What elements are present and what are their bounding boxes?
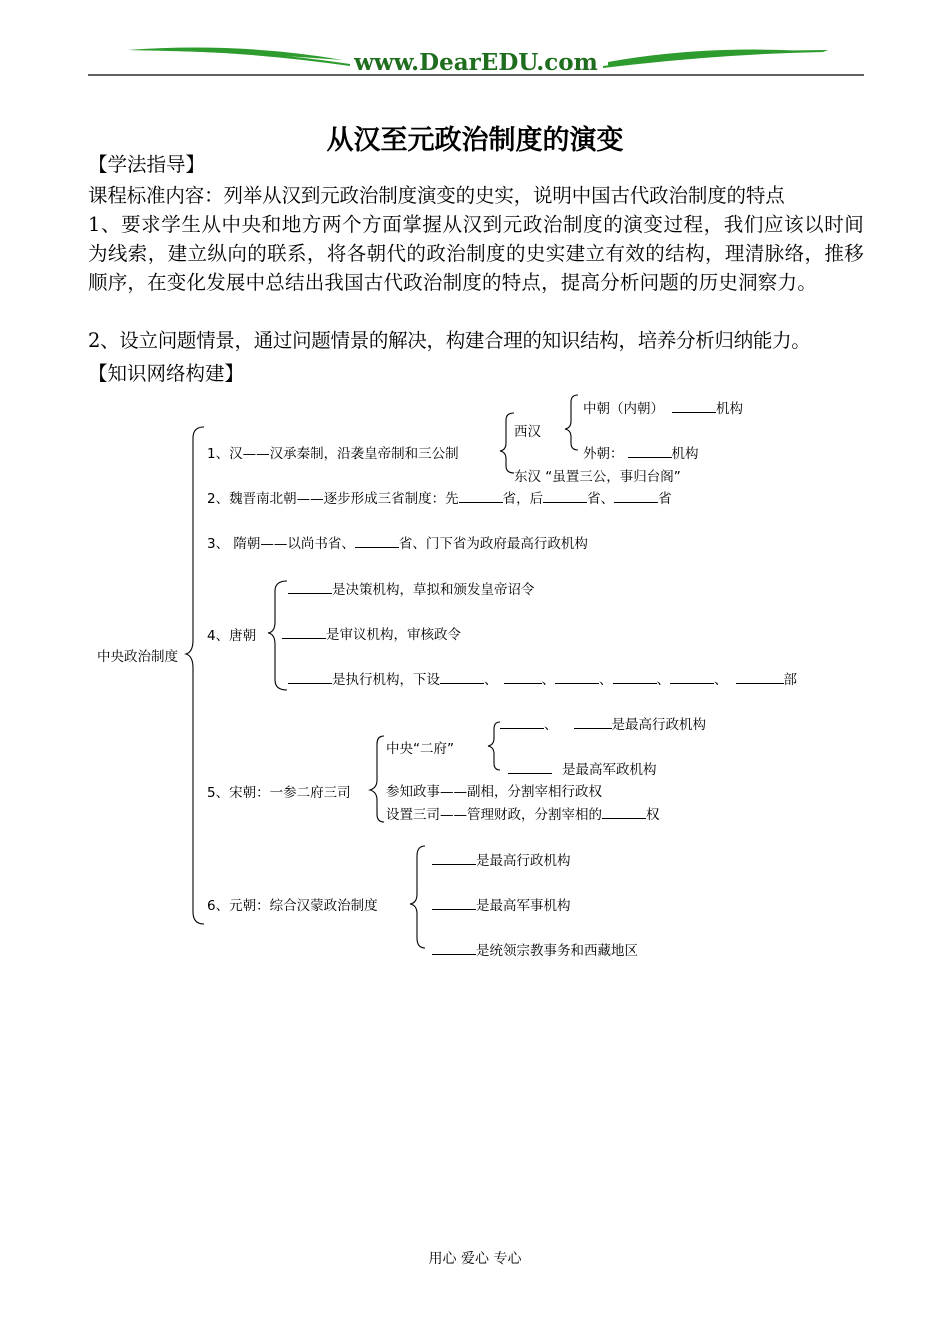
- sui-line: [207, 532, 588, 552]
- song-text-1: 是最高行政机构: [611, 717, 706, 733]
- weijin-line: [207, 487, 672, 507]
- weijin-text-4: 省: [658, 491, 672, 507]
- song-zhongyang: 中央“二府”: [386, 741, 454, 757]
- sep: 、: [544, 717, 558, 733]
- tang-line-3: [288, 668, 797, 688]
- tang-line-2: [282, 623, 461, 643]
- blank: [555, 669, 599, 684]
- blank: [672, 398, 716, 413]
- blank: [543, 488, 587, 503]
- tang-text-2: 是审议机构，审核政令: [326, 627, 461, 643]
- sep: 、: [484, 672, 498, 688]
- curriculum-standard: 课程标准内容：列举从汉到元政治制度演变的史实，说明中国古代政治制度的特点: [88, 184, 785, 207]
- yuan-text-2: 是最高军事机构: [476, 898, 571, 914]
- point-2: 2、设立问题情景，通过问题情景的解决，构建合理的知识结构，培养分析归纳能力。: [88, 329, 811, 352]
- sep: 、: [599, 672, 613, 688]
- zhongchao-text: 中朝（内朝）: [583, 401, 664, 417]
- donghan-label: 东汉 “虽置三公，事归台阁”: [514, 469, 681, 485]
- sep: 、: [714, 672, 728, 688]
- tang-label: 4、唐朝: [207, 628, 257, 644]
- yuan-line-3: [432, 939, 638, 959]
- blank: [500, 714, 544, 729]
- song-line-1: [500, 713, 706, 733]
- tang-line-1: [288, 578, 535, 598]
- han-label: 1、汉——汉承秦制，沿袭皇帝制和三公制: [207, 446, 459, 462]
- blank: [670, 669, 714, 684]
- blank: [432, 895, 476, 910]
- yuan-line-2: [432, 894, 571, 914]
- blank: [602, 804, 646, 819]
- song-canzhi: 参知政事——副相，分割宰相行政权: [386, 784, 602, 800]
- waichao-text: 外朝：: [583, 446, 624, 462]
- yuan-text-1: 是最高行政机构: [476, 853, 571, 869]
- blank: [288, 579, 332, 594]
- zhongchao-suffix: 机构: [716, 401, 743, 417]
- blank: [440, 669, 484, 684]
- blank: [508, 759, 552, 774]
- blank: [504, 669, 542, 684]
- document-title: 从汉至元政治制度的演变: [326, 125, 624, 156]
- blank: [432, 850, 476, 865]
- section-network-heading: 【知识网络构建】: [88, 362, 245, 385]
- song-label: 5、宋朝：一参二府三司: [207, 785, 351, 801]
- section-method-heading: 【学法指导】: [88, 153, 206, 176]
- sui-text: 3、 隋朝——以尚书省、: [207, 536, 355, 552]
- waichao-line: [583, 442, 699, 462]
- point-1: 1、要求学生从中央和地方两个方面掌握从汉到元政治制度的演变过程，我们应该以时间为线索，建立纵向的联系，将各朝代的政治制度的史实建立有效的结构，理清脉络，推移顺序，在变化发展中总结出我国古代政治制度的特点，提高分析问题的历史洞察力。: [88, 213, 864, 294]
- diagram-root: 中央政治制度: [97, 649, 178, 665]
- footer-text: 用心 爱心 专心: [428, 1251, 522, 1267]
- sansi-text: 设置三司——管理财政，分割宰相的: [386, 807, 602, 823]
- tang-text-3: 是执行机构，下设: [332, 672, 440, 688]
- tang-text-end: 部: [783, 672, 797, 688]
- blank: [432, 940, 476, 955]
- blank: [282, 624, 326, 639]
- sui-text-2: 省、门下省为政府最高行政机构: [398, 536, 588, 552]
- blank: [736, 669, 784, 684]
- weijin-text-3: 省、: [587, 491, 615, 507]
- song-text-2: 是最高军政机构: [562, 762, 657, 778]
- sep: 、: [541, 672, 555, 688]
- zhongchao-line: [583, 397, 743, 417]
- blank: [614, 488, 658, 503]
- song-line-2: [508, 758, 657, 778]
- tang-text-1: 是决策机构，草拟和颁发皇帝诏令: [332, 582, 535, 598]
- blank: [574, 714, 612, 729]
- blank: [613, 669, 657, 684]
- blank: [459, 488, 503, 503]
- site-logo-text: www.DearEDU.com: [354, 49, 598, 76]
- sansi-suffix: 权: [646, 807, 660, 823]
- blank: [355, 533, 399, 548]
- yuan-text-3: 是统领宗教事务和西藏地区: [476, 943, 638, 959]
- waichao-suffix: 机构: [671, 446, 699, 462]
- blank: [628, 443, 672, 458]
- sep: 、: [656, 672, 670, 688]
- weijin-text: 2、魏晋南北朝——逐步形成三省制度：先: [207, 491, 459, 507]
- song-sansi: [386, 803, 660, 823]
- weijin-text-2: 省，后: [502, 491, 544, 507]
- yuan-label: 6、元朝：综合汉蒙政治制度: [207, 898, 378, 914]
- yuan-line-1: [432, 849, 571, 869]
- xihan-label: 西汉: [514, 424, 541, 440]
- blank: [288, 669, 332, 684]
